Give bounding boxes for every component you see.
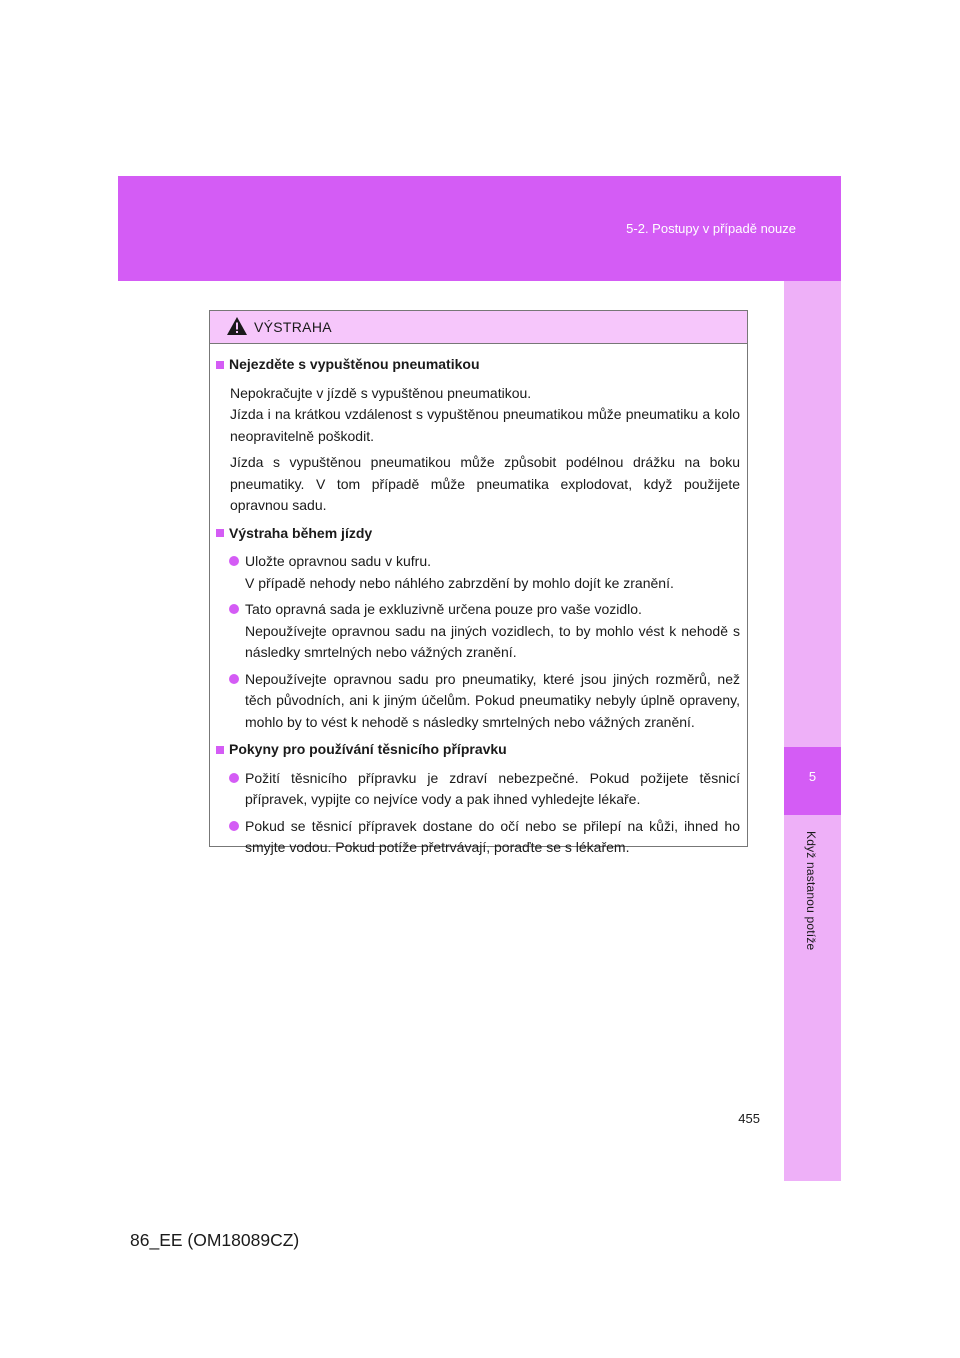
- side-tab-upper: [784, 281, 841, 747]
- warning-triangle-icon: [226, 316, 248, 336]
- document-code: 86_EE (OM18089CZ): [130, 1230, 300, 1250]
- list-item-text: Uložte opravnou sadu v kufru. V případě nehody nebo náhlého zabrzdění by mohlo dojít ke zranění.: [245, 553, 674, 591]
- section-heading: [216, 523, 740, 545]
- warning-body: [210, 344, 747, 859]
- round-bullet-icon: [229, 556, 239, 566]
- warning-title: VÝSTRAHA: [254, 319, 332, 335]
- section-content: [216, 383, 740, 517]
- section-heading-text: Výstraha během jízdy: [229, 524, 373, 541]
- side-tab-lower: [784, 815, 841, 1181]
- round-bullet-icon: [229, 821, 239, 831]
- list-item: [245, 768, 740, 811]
- list-item: [245, 551, 740, 594]
- paragraph: [230, 383, 740, 448]
- section-title: 5-2. Postupy v případě nouze: [626, 221, 796, 236]
- list-item-text: Tato opravná sada je exkluzivně určena pouze pro vaše vozidlo. Nepoužívejte opravnou sadu na jiných vozidlech, to by mohlo vést k nehodě s následky smrtelných nebo vážných zranění.: [245, 601, 740, 660]
- list-item: [245, 816, 740, 859]
- round-bullet-icon: [229, 674, 239, 684]
- chapter-number: 5: [808, 769, 817, 784]
- header-band: [118, 176, 841, 281]
- warning-box: [209, 310, 748, 855]
- warning-header: [210, 311, 747, 344]
- list-item-text: Nepoužívejte opravnou sadu pro pneumatiky, které jsou jiných rozměrů, než těch původních, ani k jiným účelům. Pokud pneumatiky nebyly úplně opraveny, mohlo by to vést k nehodě s následky smrtelných nebo vážných zranění.: [245, 670, 740, 730]
- chapter-title: Když nastanou potíže: [804, 831, 818, 951]
- paragraph-line: Nepokračujte v jízdě s vypuštěnou pneumatikou. Jízda i na krátkou vzdálenost s vypuštěnou pneumatikou může pneumatiku a kolo neopravitelně poškodit.: [230, 384, 740, 444]
- section-content: [216, 768, 740, 859]
- square-bullet-icon: [216, 361, 224, 369]
- paragraph: Jízda s vypuštěnou pneumatikou může způsobit podélnou drážku na boku pneumatiky. V tom případě může pneumatika explodovat, když použijete opravnou sadu.: [230, 454, 740, 513]
- section-heading-text: Pokyny pro používání těsnicího přípravku: [229, 741, 507, 757]
- list-item-text: Požití těsnicího přípravku je zdraví nebezpečné. Pokud požijete těsnicí přípravek, vypijte co nejvíce vody a pak ihned vyhledejte lékaře.: [245, 769, 740, 807]
- list-item: [245, 599, 740, 664]
- round-bullet-icon: [229, 604, 239, 614]
- section-heading-text: Nejezděte s vypuštěnou pneumatikou: [229, 356, 480, 372]
- round-bullet-icon: [229, 773, 239, 783]
- square-bullet-icon: [216, 746, 224, 754]
- list-item: [245, 669, 740, 734]
- list-item-text: Pokud se těsnicí přípravek dostane do očí nebo se přilepí na kůži, ihned ho smyjte vodou. Pokud potíže přetrvávají, poraďte se s lékařem.: [245, 817, 740, 855]
- section-content: [216, 551, 740, 733]
- page-number: 455: [738, 1111, 760, 1126]
- section-heading: [216, 739, 740, 761]
- chapter-tab: [784, 747, 841, 815]
- section-heading: [216, 354, 740, 376]
- square-bullet-icon: [216, 529, 224, 537]
